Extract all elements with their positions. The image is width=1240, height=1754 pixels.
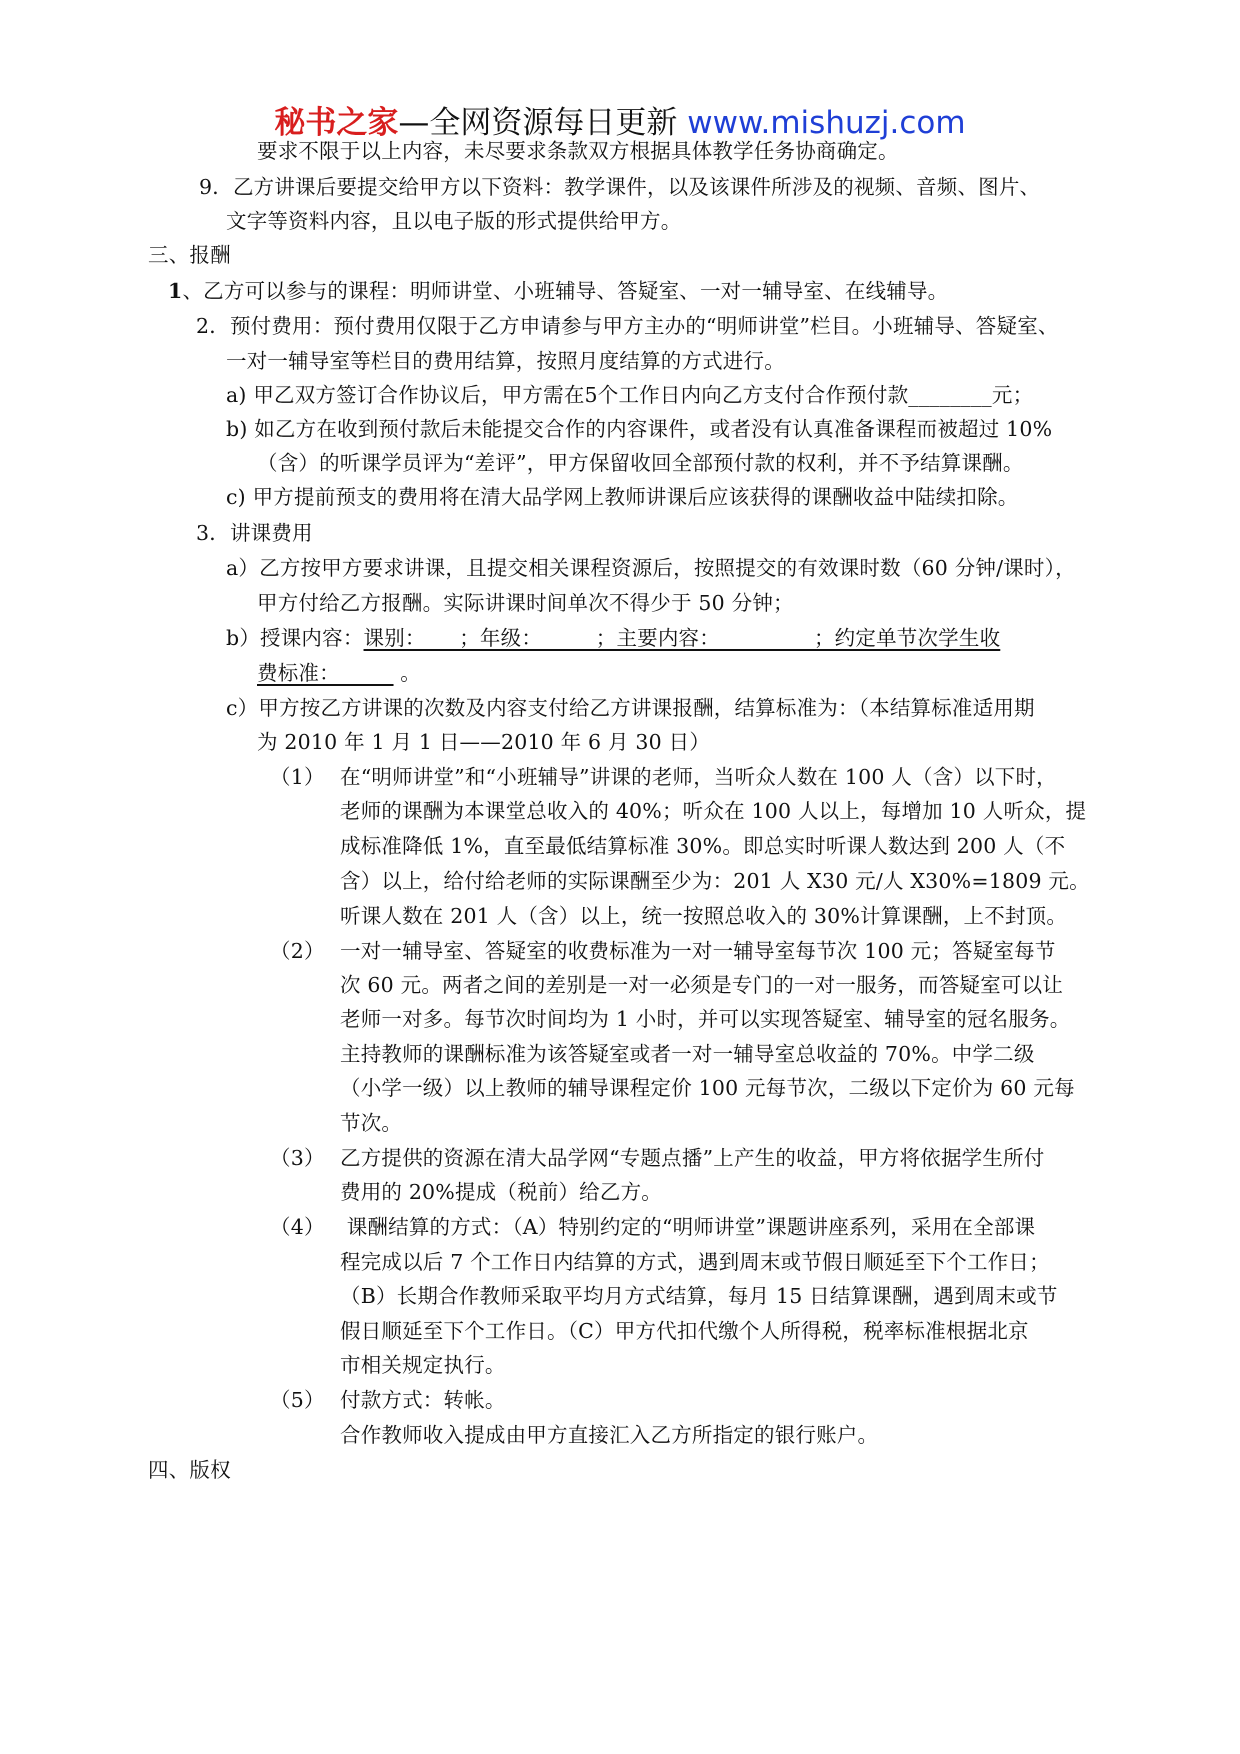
text-line: 市相关规定执行。 [340, 1353, 506, 1377]
text-line: 付款方式：转帐。 [340, 1388, 506, 1412]
item-number: 1 [168, 279, 183, 303]
text-line: 为 2010 年 1 月 1 日——2010 年 6 月 30 日） [257, 730, 711, 754]
text-line: 费用的 20%提成（税前）给乙方。 [340, 1180, 662, 1204]
text-line [168, 276, 948, 306]
item-text: 。 [400, 661, 421, 685]
text-line: 成标准降低 1%，直至最低结算标准 30%。即总实时听课人数达到 200 人（不 [340, 834, 1066, 858]
text-line: 3．讲课费用 [196, 521, 313, 545]
text-line: 合作教师收入提成由甲方直接汇入乙方所指定的银行账户。 [340, 1423, 879, 1447]
text-line: 程完成以后 7 个工作日内结算的方式，遇到周末或节假日顺延至下个工作日； [340, 1250, 1050, 1274]
item-text: b）授课内容： [226, 626, 364, 650]
blank-fields: 课别： ；年级： ；主要内容： ；约定单节次学生收 [363, 626, 1001, 650]
text-line: b) 如乙方在收到预付款后未能提交合作的内容课件，或者没有认真准备课程而被超过 10% [226, 417, 1053, 441]
text-line: 课酬结算的方式：（A）特别约定的“明师讲堂”课题讲座系列，采用在全部课 [340, 1215, 1036, 1239]
text-line: 一对一辅导室等栏目的费用结算，按照月度结算的方式进行。 [226, 349, 785, 373]
section-heading-copyright: 四、版权 [148, 1458, 231, 1482]
text-line: （含）的听课学员评为“差评”，甲方保留收回全部预付款的权利，并不予结算课酬。 [257, 451, 1024, 475]
text-line: c) 甲方提前预支的费用将在清大品学网上教师讲课后应该获得的课酬收益中陆续扣除。 [226, 485, 1019, 509]
site-tagline: —全网资源每日更新 [398, 105, 688, 141]
item-text: 、乙方可以参与的课程：明师讲堂、小班辅导、答疑室、一对一辅导室、在线辅导。 [182, 279, 949, 303]
item-number: （3） [270, 1146, 325, 1170]
site-brand: 秘书之家 [274, 105, 399, 141]
text-line: a) 甲乙双方签订合作协议后，甲方需在5个工作日内向乙方支付合作预付款________元； [226, 383, 1034, 407]
text-line [226, 623, 1000, 653]
text-line: a）乙方按甲方要求讲课，且提交相关课程资源后，按照提交的有效课时数（60 分钟/课时）， [226, 556, 1076, 580]
text-line: 乙方提供的资源在清大品学网“专题点播”上产生的收益，甲方将依据学生所付 [340, 1146, 1045, 1170]
text-line: 主持教师的课酬标准为该答疑室或者一对一辅导室总收益的 70%。中学二级 [340, 1042, 1035, 1066]
section-heading-remuneration: 三、报酬 [148, 243, 231, 267]
text-line: 听课人数在 201 人（含）以上，统一按照总收入的 30%计算课酬，上不封顶。 [340, 904, 1068, 928]
text-line: 假日顺延至下个工作日。（C）甲方代扣代缴个人所得税，税率标准根据北京 [340, 1319, 1029, 1343]
item-number: （5） [270, 1388, 325, 1412]
text-line: 节次。 [340, 1111, 403, 1135]
item-number: （2） [270, 939, 325, 963]
site-url-link[interactable]: www.mishuzj.com [687, 105, 966, 141]
text-line: 次 60 元。两者之间的差别是一对一必须是专门的一对一服务，而答疑室可以让 [340, 973, 1064, 997]
text-line: 在“明师讲堂”和“小班辅导”讲课的老师，当听众人数在 100 人（含）以下时， [340, 765, 1057, 789]
item-number: （4） [270, 1215, 325, 1239]
text-line [257, 658, 421, 688]
text-line: （B）长期合作教师采取平均月方式结算，每月 15 日结算课酬，遇到周末或节 [340, 1284, 1058, 1308]
text-line: 含）以上，给付给老师的实际课酬至少为：201 人 X30 元/人 X30%=1809 元。 [340, 869, 1090, 893]
text-line: 要求不限于以上内容，未尽要求条款双方根据具体教学任务协商确定。 [257, 139, 899, 163]
text-line: 老师的课酬为本课堂总收入的 40%；听众在 100 人以上，每增加 10 人听众，提 [340, 799, 1087, 823]
text-line: 文字等资料内容，且以电子版的形式提供给甲方。 [226, 209, 682, 233]
text-line: 9．乙方讲课后要提交给甲方以下资料：教学课件，以及该课件所涉及的视频、音频、图片、 [199, 175, 1041, 199]
text-line: （小学一级）以上教师的辅导课程定价 100 元每节次，二级以下定价为 60 元每 [340, 1076, 1075, 1100]
text-line: 一对一辅导室、答疑室的收费标准为一对一辅导室每节次 100 元；答疑室每节 [340, 939, 1056, 963]
item-number: （1） [270, 765, 325, 789]
text-line: c）甲方按乙方讲课的次数及内容支付给乙方讲课报酬，结算标准为：（本结算标准适用期 [226, 696, 1035, 720]
text-line: 老师一对多。每节次时间均为 1 小时，并可以实现答疑室、辅导室的冠名服务。 [340, 1007, 1071, 1031]
text-line: 2．预付费用：预付费用仅限于乙方申请参与甲方主办的“明师讲堂”栏目。小班辅导、答疑室、 [196, 314, 1059, 338]
text-line: 甲方付给乙方报酬。实际讲课时间单次不得少于 50 分钟； [257, 591, 794, 615]
blank-field: 费标准： [257, 661, 394, 685]
